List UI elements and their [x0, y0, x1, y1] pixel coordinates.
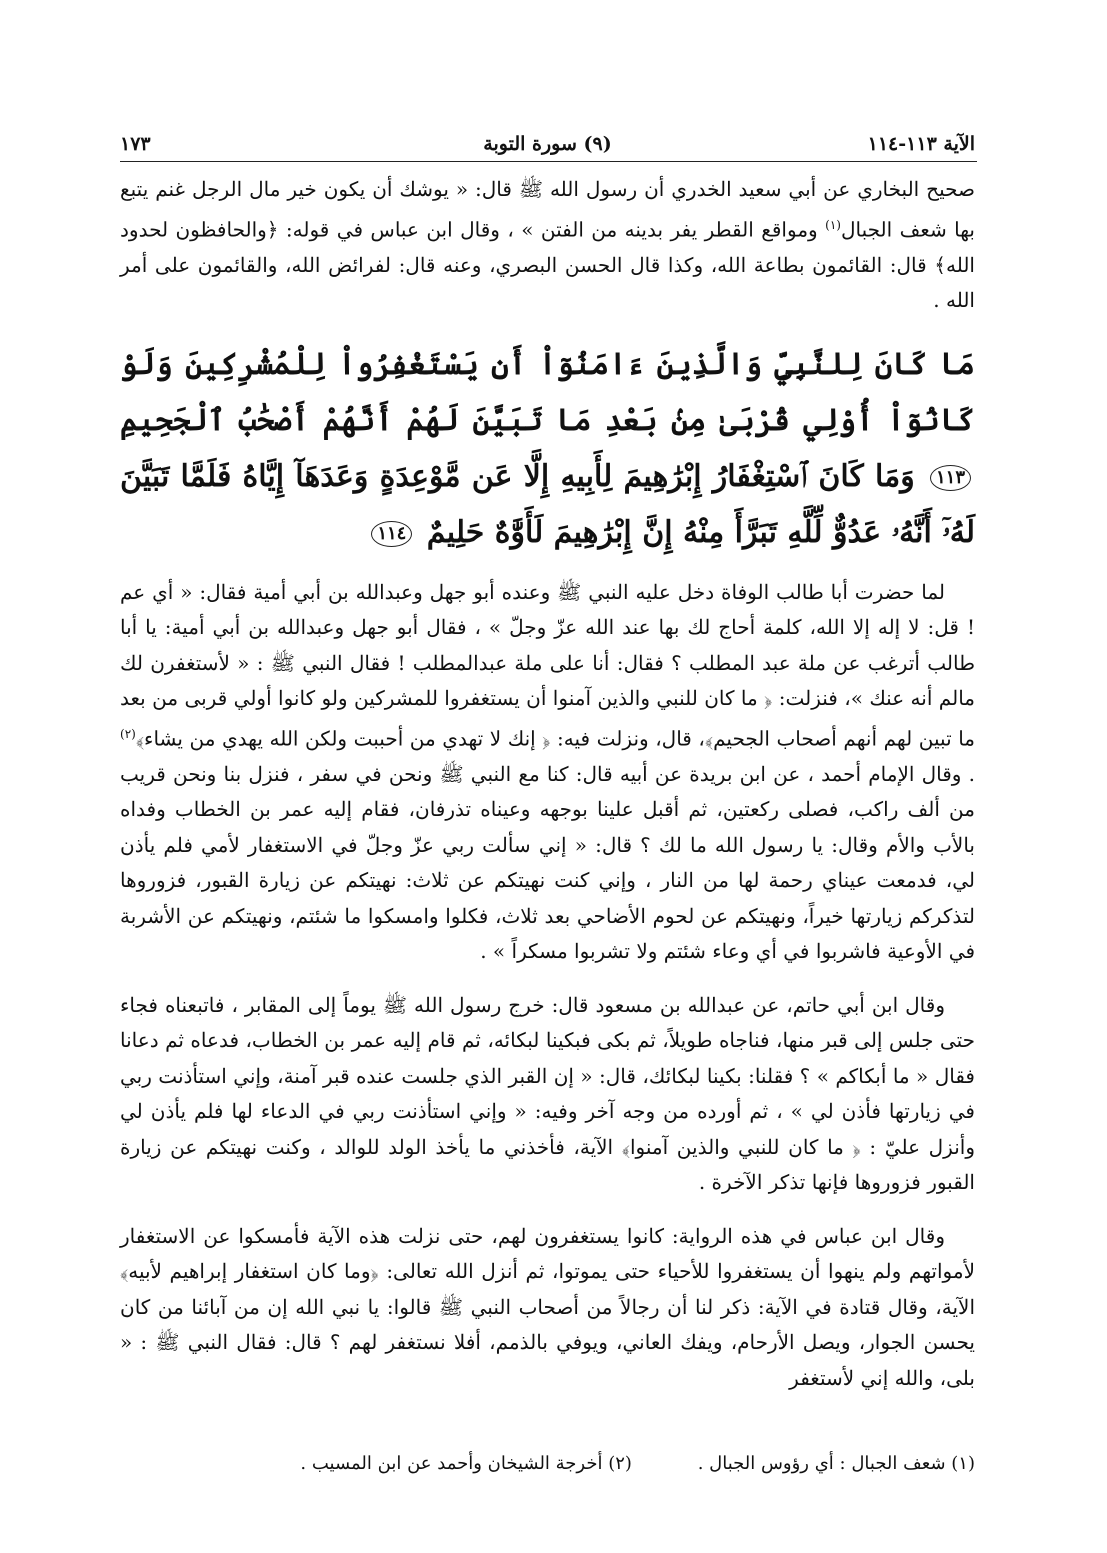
verse-part-2: وَمَا كَانَ ٱسْتِغْفَارُ إِبْرَٰهِيمَ لِأَبِيهِ إِلَّا عَن مَّوْعِدَةٍ وَعَدَهَآ إِيَّاهُ فَلَمَّا تَبَيَّنَ لَهُۥٓ أَنَّهُۥ عَدُوٌّ لِّلَّهِ تَبَرَّأَ مِنْهُ إِنَّ إِبْرَٰهِيمَ لَأَوَّٰهٌ حَلِيمٌ [120, 458, 975, 550]
header-rule [120, 161, 977, 162]
verse-number-marker-114: ١١٤ [371, 521, 412, 547]
footnote-ref-2: (٢) [120, 726, 136, 741]
paragraph-1 [120, 172, 975, 319]
paragraph-1-cont: ومواقع القطر يفر بدينه من الفتن » ، وقال ابن عباس في قوله: ﴿والحافظون لحدود الله﴾ قال: القائمون بطاعة الله، وكذا قال الحسن البصري، وعنه قال: لفرائض الله، والقائمون على أمر الله . [120, 217, 975, 313]
footnote-2: (٢) أخرجة الشيخان وأحمد عن ابن المسيب . [300, 1453, 632, 1474]
paragraph-4: وقال ابن عباس في هذه الرواية: كانوا يستغفرون لهم، حتى نزلت هذه الآية فأمسكوا عن الاستغفار لأمواتهم ولم ينهوا أن يستغفروا للأحياء حتى يموتوا، ثم أنزل الله تعالى: ﴿وما كان استغفار إبراهيم لأبيه﴾ الآية، وقال قتادة في الآية: ذكر لنا أن رجالاً من أصحاب النبي ﷺ قالوا: يا نبي الله إن من آبائنا من كان يحسن الجوار، ويصل الأرحام، ويفك العاني، ويوفي بالذمم، أفلا نستغفر لهم ؟ قال: فقال النبي ﷺ : « بلى، والله إني لأستغفر [120, 1223, 975, 1390]
page-number: ١٧٣ [120, 133, 151, 155]
paragraph-2 [120, 575, 975, 970]
page-header [120, 124, 975, 164]
footnotes [120, 1450, 975, 1478]
paragraph-2-text: لما حضرت أبا طالب الوفاة دخل عليه النبي ﷺ وعنده أبو جهل وعبدالله بن أبي أمية فقال: « أي عم ! قل: لا إله إلا الله، كلمة أحاج لك بها عند الله عزّ وجلّ » ، فقال أبو جهل وعبدالله بن أبي أمية: يا أبا طالب أترغب عن ملة عبد المطلب ؟ فقال: أنا على ملة عبدالمطلب ! فقال النبي ﷺ : « لأستغفرن لك مالم أنه عنك »، فنزلت: ﴿ ما كان للنبي والذين آمنوا أن يستغفروا للمشركين ولو كانوا أولي قربى من بعد ما تبين لهم أنهم أصحاب الجحيم﴾، قال، ونزلت فيه: ﴿ إنك لا تهدي من أحببت ولكن الله يهدي من يشاء﴾ [120, 579, 975, 751]
footnote-1: (١) شعف الجبال : أي رؤوس الجبال . [697, 1453, 975, 1474]
quran-verse [120, 337, 975, 561]
page-body [120, 172, 975, 1414]
paragraph-2-cont: . وقال الإمام أحمد ، عن ابن بريدة عن أبيه قال: كنا مع النبي ﷺ ونحن في سفر ، فنزل بنا ونحن قريب من ألف راكب، فصلى ركعتين، ثم أقبل علينا بوجهه وعيناه تذرفان، فقام إليه عمر بن الخطاب وفداه بالأب والأم وقال: يا رسول الله ما لك ؟ قال: « إني سألت ربي عزّ وجلّ في الاستغفار لأمي فلم يأذن لي، فدمعت عيناي رحمة لها من النار ، وإني كنت نهيتكم عن ثلاث: نهيتكم عن زيارة القبور، فزوروها لتذكركم زيارتها خيراً، ونهيتكم عن لحوم الأضاحي بعد ثلاث، فكلوا وامسكوا ما شئتم، ونهيتكم عن الأشربة في الأوعية فاشربوا في أي وعاء شئتم ولا تشربوا مسكراً » . [120, 761, 975, 964]
verse-part-1: مَا كَانَ لِلنَّبِيِّ وَالَّذِينَ ءَامَنُوٓاْ أَن يَسْتَغْفِرُواْ لِلْمُشْرِكِينَ وَلَوْ كَانُوٓاْ أُوْلِي قُرْبَىٰ مِنۢ بَعْدِ مَا تَبَيَّنَ لَهُمْ أَنَّهُمْ أَصْحَٰبُ ٱلْجَحِيمِ [120, 346, 975, 438]
verse-range: الآية ١١٣-١١٤ [867, 133, 975, 155]
footnote-ref-1: (١) [825, 217, 841, 232]
paragraph-1-text: صحيح البخاري عن أبي سعيد الخدري أن رسول الله ﷺ قال: « يوشك أن يكون خير مال الرجل غنم يتبع بها شعف الجبال [120, 177, 975, 242]
paragraph-3: وقال ابن أبي حاتم، عن عبدالله بن مسعود قال: خرج رسول الله ﷺ يوماً إلى المقابر ، فاتبعناه فجاء حتى جلس إلى قبر منها، فناجاه طويلاً، ثم بكى فبكينا لبكائه، ثم قام إليه عمر بن الخطاب، فدعاه ثم دعانا فقال « ما أبكاكم » ؟ فقلنا: بكينا لبكائك، قال: « إن القبر الذي جلست عنده قبر آمنة، وإني استأذنت ربي في زيارتها فأذن لي » ، ثم أورده من وجه آخر وفيه: « وإني استأذنت ربي في الدعاء لها فلم يأذن لي وأنزل عليّ : ﴿ ما كان للنبي والذين آمنوا﴾ الآية، فأخذني ما يأخذ الولد للوالد ، وكنت نهيتكم عن زيارة القبور فزوروها فإنها تذكر الآخرة . [120, 992, 975, 1195]
verse-number-marker-113: ١١٣ [930, 465, 971, 491]
surah-name: (٩) سورة التوبة [483, 133, 612, 155]
